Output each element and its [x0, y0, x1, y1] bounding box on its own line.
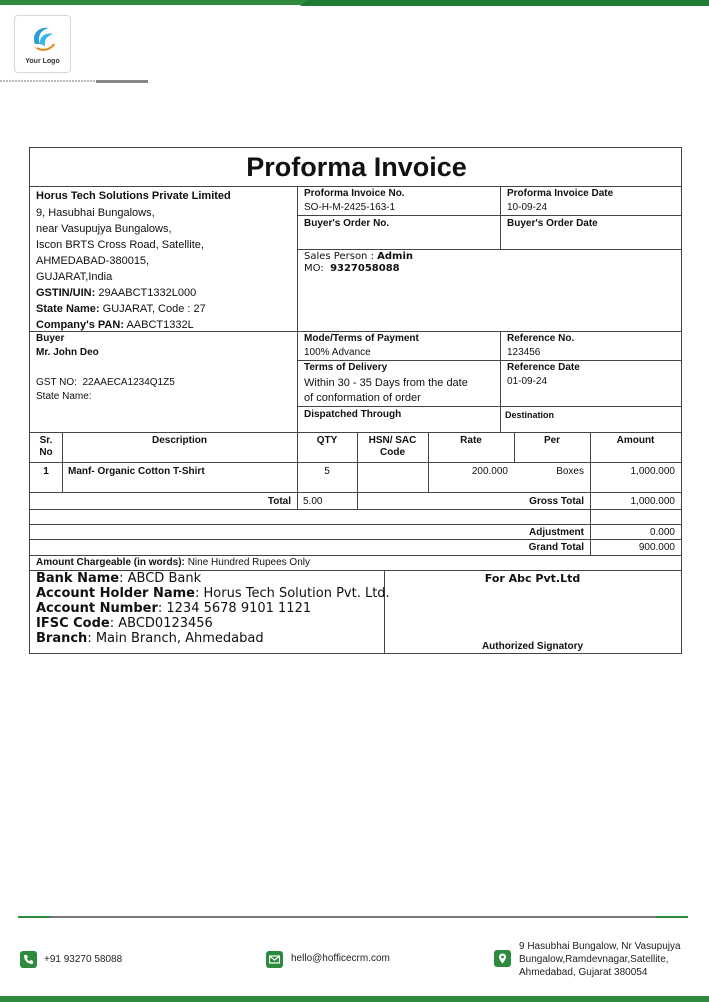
adjustment: 0.000 — [649, 527, 675, 538]
dispatched-label: Dispatched Through — [304, 409, 402, 420]
invoice-date: 10-09-24 — [507, 202, 548, 213]
adjustment-label: Adjustment — [529, 527, 584, 538]
ref-date-label: Reference Date — [507, 362, 580, 373]
invoice-date-label: Proforma Invoice Date — [507, 188, 614, 199]
header-sr: Sr. No — [39, 435, 53, 458]
logo-icon — [27, 22, 61, 56]
page-title: Proforma Invoice — [246, 152, 467, 182]
seller-name: Horus Tech Solutions Private Limited — [36, 190, 231, 202]
logo-text: Your Logo — [25, 58, 60, 65]
company-logo — [14, 15, 71, 73]
invoice-no-label: Proforma Invoice No. — [304, 188, 405, 199]
delivery-label: Terms of Delivery — [304, 362, 388, 373]
buyer-gst: GST NO: 22AAECA1234Q1Z5 — [36, 377, 175, 388]
sign-company: For Abc Pvt.Ltd — [484, 572, 581, 585]
header-qty: QTY — [316, 435, 338, 446]
delivery-terms: Within 30 - 35 Days from the date of conformation of order — [304, 377, 468, 404]
ref-date: 01-09-24 — [507, 376, 548, 387]
sales-person: Sales Person : Admin — [304, 251, 414, 262]
footer-email[interactable]: hello@hofficecrm.com — [291, 953, 390, 964]
header-hsn: HSN/ SAC Code — [368, 435, 417, 458]
payment: 100% Advance — [304, 347, 371, 358]
bank-details: Bank Name: ABCD Bank Account Holder Name: Horus Tech Solution Pvt. Ltd. Account Number: 1234 5678 9101 1121 IFSC Code: ABCD0123456 Branch: Main Branch, Ahmedabad — [36, 571, 390, 646]
header-rate: Rate — [460, 435, 482, 446]
header-amount: Amount — [616, 435, 655, 446]
header-description: Description — [151, 435, 207, 446]
location-icon — [494, 950, 511, 967]
email-icon — [266, 951, 283, 968]
divider — [96, 80, 148, 83]
ref-no-label: Reference No. — [507, 333, 575, 344]
total-qty: 5.00 — [303, 496, 323, 507]
header-per: Per — [543, 435, 561, 446]
footer-divider — [18, 916, 688, 918]
phone-icon — [20, 951, 37, 968]
payment-label: Mode/Terms of Payment — [304, 333, 419, 344]
buyer-order-date-label: Buyer's Order Date — [507, 218, 598, 229]
mobile: MO: 9327058088 — [304, 263, 400, 274]
footer-phone[interactable]: +91 93270 58088 — [44, 954, 123, 965]
total-label: Total — [267, 496, 291, 507]
invoice-table: Proforma Invoice Horus Tech Solutions Private Limited 9, Hasubhai Bungalows, near Vasupujya Bungalows, Iscon BRTS Cross Road, Satellite, AHMEDABAD-380015, GUJARAT,India GSTIN/UIN: 29AABCT1332L000 State Name: GUJARAT, Code : 27 Company's PAN: AABCT1332L Proforma Invoice No. SO-H-M-2425-163-1 Proforma Invoice Date 10-09-24 Buyer's Order No. Buyer's Order Date Sales Person : Admin MO: 9327058088 Buyer Mr. John Deo GST NO: 22AAECA1234Q1Z5 State Name: Mode/Terms of Payment 100% Advance Reference No. 123456 Terms of Delivery Within 30 - 35 Days from the date of conformation of order Reference Date 01-09-24 Dispatched Through Destination Sr. No Description QTY HSN/ SAC Code Rate Per Amount 1 Manf- Organic Cotton T-Shirt 5 200.000 Boxes 1,000.000 Total 5.00 Gross Total 1,000.000 Adjustment 0.000 Grand Total 900.000 Amount Chargeable (in words): Nine Hundred Rupees Only Bank Name: ABCD Bank Account Holder Name: Horus Tech Solution Pvt. Ltd. Account Number: 1234 5678 9101 1121 IFSC Code: ABCD0123456 Branch: Main Branch, Ahmedabad For Abc Pvt.Ltd Authorized Signatory — [29, 147, 682, 654]
buyer-order-label: Buyer's Order No. — [304, 218, 390, 229]
buyer-label: Buyer — [36, 333, 65, 344]
ref-no: 123456 — [507, 347, 541, 358]
buyer-state: State Name: — [36, 391, 92, 402]
destination-label: Destination — [505, 410, 555, 420]
gross-total-label: Gross Total — [529, 496, 584, 507]
gross-total: 1,000.000 — [630, 496, 675, 507]
divider — [0, 80, 96, 82]
seller-address: 9, Hasubhai Bungalows, near Vasupujya Bungalows, Iscon BRTS Cross Road, Satellite, AHMEDABAD-380015, GUJARAT,India GSTIN/UIN: 29AABCT1332L000 State Name: GUJARAT, Code : 27 Company's PAN: AABCT1332L — [36, 207, 206, 331]
invoice-no: SO-H-M-2425-163-1 — [304, 202, 396, 213]
bottom-accent-bar — [0, 996, 709, 1002]
grand-total-label: Grand Total — [528, 542, 584, 553]
amount-in-words: Amount Chargeable (in words): Nine Hundred Rupees Only — [36, 557, 310, 568]
buyer-name: Mr. John Deo — [36, 347, 99, 358]
grand-total: 900.000 — [638, 542, 675, 553]
footer-address: 9 Hasubhai Bungalow, Nr Vasupujya Bungalow,Ramdevnagar,Satellite, Ahmedabad, Gujarat 380054 — [519, 941, 681, 978]
authorized-signatory: Authorized Signatory — [481, 641, 584, 652]
top-accent-bar — [0, 0, 709, 6]
